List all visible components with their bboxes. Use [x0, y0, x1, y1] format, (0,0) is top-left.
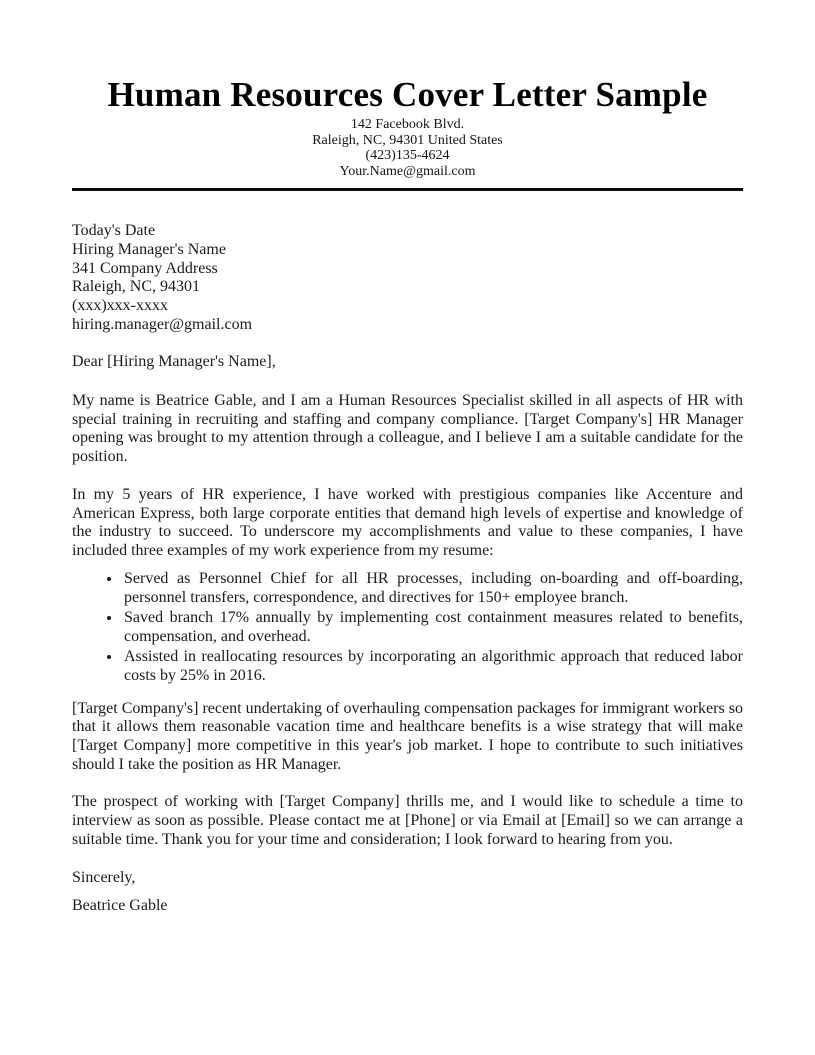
sender-street: 142 Facebook Blvd.	[350, 117, 465, 133]
experience-paragraph: In my 5 years of HR experience, I have worked with prestigious companies like Accenture and American Express, both large corporate entities that demand high levels of expertise and knowledge of the industry to succeed. To underscore my accomplishments and value to these companies, I have included three examples of my work experience from my resume:	[72, 485, 743, 559]
date-line: Today's Date	[72, 222, 156, 240]
bullet-item: • Assisted in reallocating resources by incorporating an algorithmic approach that reduced labor costs by 25% in 2016.	[122, 647, 743, 686]
letter-body	[72, 222, 743, 916]
signature-name: Beatrice Gable	[72, 897, 168, 915]
closing-paragraph: The prospect of working with [Target Company] thrills me, and I would like to schedule a time to interview as soon as possible. Please contact me at [Phone] or via Email at [Email] so we can arrange a suitable time. Thank you for your time and consideration; I look forward to hearing from you.	[72, 793, 743, 848]
signoff-closing: Sincerely,	[72, 868, 136, 886]
bullet-item: • Saved branch 17% annually by implementing cost containment measures related to benefits, compensation, and overhead.	[122, 608, 743, 647]
sender-address-block	[72, 117, 743, 179]
bullet-item: • Served as Personnel Chief for all HR processes, including on-boarding and off-boarding, personnel transfers, correspondence, and directives for 150+ employee branch.	[122, 569, 743, 608]
recipient-phone: (xxx)xxx-xxxx	[72, 296, 168, 314]
letterhead	[72, 76, 743, 191]
recipient-email: hiring.manager@gmail.com	[72, 315, 253, 333]
salutation: Dear [Hiring Manager's Name],	[72, 353, 276, 371]
recipient-street: 341 Company Address	[72, 259, 218, 277]
sender-city: Raleigh, NC, 94301 United States	[312, 132, 503, 148]
recipient-city: Raleigh, NC, 94301	[72, 278, 200, 296]
intro-paragraph: My name is Beatrice Gable, and I am a Human Resources Specialist skilled in all aspects of HR with special training in recruiting and staffing and company compliance. [Target Company's] HR Manager opening was brought to my attention through a colleague, and I believe I am a suitable candidate for the position.	[72, 392, 743, 466]
sender-phone: (423)135-4624	[365, 148, 450, 164]
recipient-name: Hiring Manager's Name	[72, 240, 226, 258]
sender-email: Your.Name@gmail.com	[339, 163, 476, 179]
accomplishment-list	[72, 569, 743, 686]
header-divider	[72, 188, 743, 191]
recipient-block	[72, 222, 743, 334]
recipient-address-block	[72, 260, 743, 335]
company-paragraph: [Target Company's] recent undertaking of overhauling compensation packages for immigrant workers so that it allows them reasonable vacation time and healthcare benefits is a wise strategy that will make [Target Company] more competitive in this year's job market. I hope to contribute to such initiatives should I take the position as HR Manager.	[72, 699, 743, 773]
page-title: Human Resources Cover Letter Sample	[107, 75, 708, 114]
